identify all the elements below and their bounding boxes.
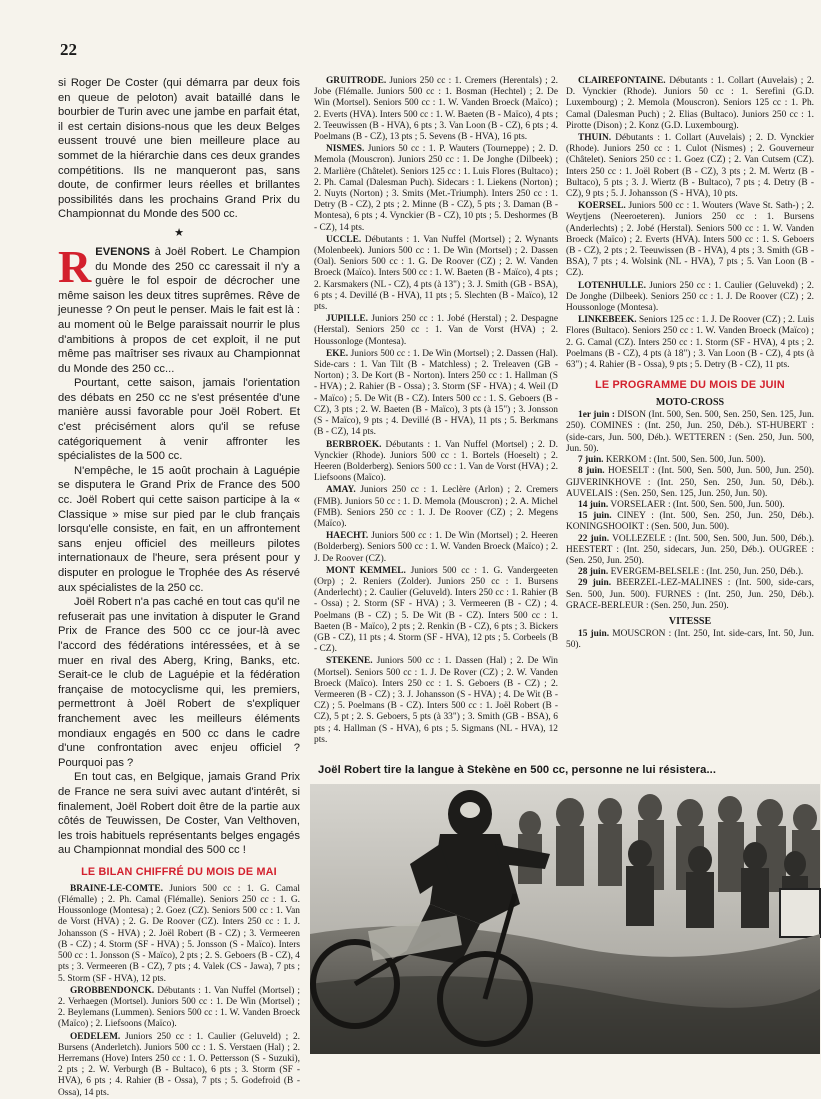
result-text: Débutants : 1. Van Nuffel (Mortsel) ; 2. Wynants (Molenbeek). Juniors 500 cc : 1. De Win (Mortsel) ; 2. Dassen (Oal). Seniors 500 cc : 1. G. De Roover (CZ) ; 2. W. Vanden Broeck (Maïco). Inters 500 cc : 1. W. Baeten (B - Maïco), 4 pts ; 2. Karsmakers (NL - CZ), 4 pts (à 13") ; 3. J. Smith (GB - BSA), 6 pts ; 4. Devillé (B - HVA), 11 pts ; 5. Slechten (B - Maïco), 12 pts. <box>314 234 558 313</box>
event-date: 28 juin. <box>578 567 609 578</box>
venue-name: KOERSEL. <box>578 201 626 212</box>
result-text: Débutants : 1. Van Nuffel (Mortsel) ; 2. D. Vynckier (Rhode). Juniors 500 cc : 1. Bortels (Hoeselt) ; 2. Heeren (Bolderberg). Seniors 500 cc : 1. Van de Vorst (HVA) ; 2. Liefsoons (Maïco). <box>314 439 558 484</box>
result-entry <box>58 1032 300 1099</box>
venue-name: OEDELEM. <box>70 1031 121 1042</box>
venue-name: BERBROEK. <box>326 439 382 450</box>
venue-name: JUPILLE. <box>326 314 368 325</box>
result-entry <box>314 531 558 565</box>
event-details: BEERZEL-LEZ-MALINES : (Int. 500, side-cars, Sen. 500, Jun. 500). FURNES : (Int. 250, Jun. 250, Déb.). GRACE-BERLEUR : (Sen. 250, Jun. 250). <box>566 578 815 611</box>
programme-list <box>566 410 814 612</box>
result-entry <box>58 986 300 1031</box>
result-entry <box>314 656 558 746</box>
event-details: MOUSCRON : (Int. 250, Int. side-cars, Int. 50, Jun. 50). <box>566 628 814 651</box>
programme-entry <box>566 511 814 533</box>
result-text: Juniors 500 cc : 1. De Win (Mortsel) ; 2. Heeren (Bolderberg). Seniors 500 cc : 1. W. Vanden Broeck (Maïco) ; 2. J. De Roover (CZ). <box>314 531 558 564</box>
article-paragraph: Pourtant, cette saison, jamais l'orientation des débats en 250 cc ne s'est présentée d'une manière aussi favorable pour Joël Robert. Et c'est précisément alors qu'il se refuse catégoriquement à venir affronter les spécialistes de la 500 cc. <box>58 377 300 463</box>
venue-name: HAECHT. <box>326 531 369 542</box>
programme-entry <box>566 466 814 500</box>
star-separator-icon: ★ <box>174 226 184 239</box>
result-entry <box>314 144 558 234</box>
venue-name: EKE. <box>326 348 349 359</box>
programme-entry <box>566 455 814 466</box>
article-paragraph: Joël Robert n'a pas caché en tout cas qu'il ne refuserait pas une invitation à disputer le Grand Prix de France des 500 cc ce jour-là avec l'accord des fédérations intéressées, et à se muer en rival des Aberg, Kring, Banks, etc. Serait-ce le club de Laguépie et la fédération française de motocyclisme qui, les premiers, permettront à Joël Robert de s'expliquer franchement avec les meilleurs éléments mondiaux engagés en 500 cc dans le cadre d'une confrontation avec enjeu officiel ? Pourquoi pas ? <box>58 596 300 769</box>
result-entry <box>566 133 814 200</box>
event-date: 15 juin. <box>578 511 612 522</box>
event-date: 8 juin. <box>578 466 605 477</box>
venue-name: LOTENHULLE. <box>578 280 646 291</box>
result-entry <box>566 201 814 279</box>
result-entry <box>314 440 558 485</box>
result-text: Débutants : 1. Collart (Auvelais) ; 2. D. Vynckier (Rhode). Juniors 50 cc : 1. Serefini (G.D. Luxembourg) ; 2. Memola (Mouscron). Seniors 125 cc : 1. Ph. Camal (Dalesman Puch) ; 2. Elias (Bultaco). Juniors 250 cc : 1. Pirotte (Dison) ; 2. Konz (G.D. Luxembourg). <box>566 76 814 131</box>
result-text: Juniors 250 cc : 1. Jobé (Herstal) ; 2. Despagne (Herstal). Seniors 250 cc : 1. Van de Vorst (HVA) ; 2. Houssonloge (Montesa). <box>314 314 558 347</box>
result-text: Débutants : 1. Van Nuffel (Mortsel) ; 2. Verhaegen (Mortsel). Juniors 500 cc : 1. De Win (Mortsel) ; 2. Beylemans (Lummen). Seniors 500 cc : 1. W. Vanden Broeck (Maïco) ; 2. Liefsoons (Maïco). <box>58 985 300 1030</box>
event-date: 14 juin. <box>578 499 609 510</box>
venue-name: LINKEBEEK. <box>578 315 637 326</box>
event-details: VORSELAER : (Int. 500, Sen. 500, Jun. 500). <box>608 499 785 510</box>
result-text: Juniors 250 cc : 1. Leclère (Arlon) ; 2. Cremers (FMB). Juniors 50 cc : 1. D. Memola (Mouscron) ; 2. A. Michel (FMB). Seniors 250 cc : 1. J. De Roover (CZ) ; 2. Megens (Maïco). <box>314 485 558 529</box>
venue-name: MONT KEMMEL. <box>326 565 406 576</box>
page-number: 22 <box>60 40 77 59</box>
result-text: Juniors 250 cc : 1. Caulier (Geluveld) ; 2. Bursens (Anderletch). Juniors 500 cc : 1. S. Verstaen (Hal) ; 2. Herremans (Hove) Inters 250 cc : 1. O. Pettersson (S - Suzuki), 2 pts ; 2. W. Verburgh (B - Bultaco), 6 pts ; 3. Storm (SF - HVA), 6 pts ; 4. Rahier (B - Ossa), 7 pts ; 5. Godefroid (B - Ossa), 14 pts. <box>58 1031 300 1098</box>
event-date: 7 juin. <box>578 455 604 466</box>
result-entry <box>314 349 558 439</box>
result-entry <box>566 281 814 315</box>
venue-name: THUIN. <box>578 133 612 144</box>
result-text: Juniors 500 cc : 1. G. Camal (Flémalle) ; 2. Ph. Camal (Flémalle). Seniors 250 cc : 1. G. Houssonloge (Montesa) ; 2. Goez (CZ). Seniors 500 cc : 1. Van de Vorst (HVA) ; 2. G. De Roover (CZ). Inters 250 cc : 1. J. Johansson (S - HVA) ; 2. Joël Robert (B - CZ) ; 3. Vermeeren (B - CZ) ; 4. Storm (SF - HVA) ; 5. Jonsson (S - Maïco). Inters 500 cc : 1. Jonsson (S - Maïco), 2 pts ; 2. S. Geboers (B - CZ), 4 pts ; 3. Vermeeren (B - CZ), 7 pts ; 4. Valek (CS - Jawa), 7 pts ; 5. Storm (SF - HVA), 12 pts. <box>58 883 300 984</box>
event-details: VOLLEZELE : (Int. 500, Sen. 500, Jun. 500, Déb.). HEESTERT : (Int. 250, sidecars, Jun. 250, Déb.). OUGREE : (Sen. 250, Jun. 250). <box>566 533 814 566</box>
moto-cross-heading: MOTO-CROSS <box>655 397 725 409</box>
venue-name: UCCLE. <box>326 234 362 245</box>
result-entry <box>566 315 814 371</box>
results-list <box>566 76 814 371</box>
event-date: 15 juin. <box>578 628 610 639</box>
race-photo <box>310 784 820 1054</box>
result-entry <box>566 76 814 132</box>
result-entry <box>58 884 300 985</box>
result-text: Juniors 500 cc : 1. G. Vandergeeten (Orp) ; 2. Reniers (Zolder). Juniors 250 cc : 1. Bursens (Anderlecht) ; 2. Caulier (Geluveld). Inters 250 cc : 1. Rahier (B - Ossa) ; 2. Storm (SF - HVA) ; 3. Vermeeren (B - CZ) ; 4. Poelmans (B - CZ) ; 5. De Wit (B - CZ). Inters 500 cc : 1. Baeten (B - Maïco), 2 pts ; 2. Renkin (B - CZ), 6 pts ; 3. Bickers (GB - CZ), 11 pts ; 4. Storm (SF - HVA), 12 pts ; 5. Corbeels (B - CZ). <box>314 565 558 655</box>
result-entry <box>314 76 558 143</box>
photo-caption: Joël Robert tire la langue à Stekène en 500 cc, personne ne lui résistera... <box>318 764 717 776</box>
venue-name: BRAINE-LE-COMTE. <box>70 883 163 894</box>
result-text: Débutants : 1. Collart (Auvelais) ; 2. D. Vynckier (Rhode). Juniors 250 cc : 1. Culot (Nismes) ; 2. Gouverneur (Châtelet). Seniors 250 cc : 1. Goez (CZ) ; 2. Van Cutsem (CZ). Inters 250 cc : 1. Joël Robert (B - CZ), 3 pts ; 2. M. Wertz (B - Bultaco), 5 pts ; 3. J. Wiertz (B - Bultaco), 7 pts ; 4. Detry (B - CZ), 9 pts ; 5. J. Johansson (S - HVA), 10 pts. <box>566 133 814 200</box>
result-text: Seniors 125 cc : 1. J. De Roover (CZ) ; 2. Luis Flores (Bultaco). Seniors 250 cc : 1. W. Vanden Broeck (Maïco) ; 2. G. Camal (CZ). Inters 250 cc : 1. Storm (SF - HVA), 4 pts ; 2. Poelmans (B - CZ), 4 pts (à 18") ; 3. Van Loon (B - CZ), 4 pts (à 63") ; 4. Rahier (B - Ossa), 9 pts ; 5. Detry (B - CZ), 11 pts. <box>566 315 814 371</box>
result-text: Juniors 250 cc : 1. Cremers (Herentals) ; 2. Jobe (Flémalle. Juniors 500 cc : 1. Bosman (Hechtel) ; 2. De Win (Mortsel). Seniors 500 cc : 1. W. Vanden Broeck (Maïco) ; 2. Everts (HVA). Inters 500 cc : 1. W. Baeten (B - Maïco), 4 pts ; 2. Teeuwissen (B - HVA), 6 pts ; 3. Van Loon (B - CZ), 6 pts ; 4. Poelmans (B - CZ), 13 pts ; 5. Sevens (B - HVA), 16 pts. <box>314 76 558 143</box>
event-date: 1er juin : <box>578 410 615 421</box>
result-text: Juniors 500 cc : 1. De Win (Mortsel) ; 2. Dassen (Hal). Side-cars : 1. Van Tilt (B - Matchless) ; 2. Treleaven (GB - Norton) ; 3. De Kort (B - Norton). Inters 250 cc : 1. Hallman (S - HVA) ; 2. Rahier (B - Ossa) ; 3. Storm (SF - HVA) ; 4. Weil (D - Maïco) ; 5. De Wit (B - CZ). Inters 500 cc : 1. S. Geboers (B - CZ), 3 pts ; 2. W. Baeten (B - Maïco), 3 pts (à 15") ; 3. Jonsson (S - Maïco), 9 pts ; 4. Devillé (B - HVA), 11 pts ; 5. Berkmans (B - CZ), 14 pts. <box>314 348 558 438</box>
event-date: 29 juin. <box>578 578 612 589</box>
article-paragraph: En tout cas, en Belgique, jamais Grand Prix de France ne sera suivi avec autant d'intérêt, si finalement, Joël Robert doit être de la partie aux côtés de Teuwissen, De Coster, Van Velthoven, les trois habituels représentants belges engagés au Championnat mondial des 500 cc ! <box>58 771 300 857</box>
event-details: CINEY : (Int. 500, Sen. 250, Jun. 250, Déb.). KONINGSHOOIKT : (Sen. 500, Jun. 500). <box>566 511 815 533</box>
results-column <box>314 76 558 762</box>
results-and-programme-column <box>566 76 814 762</box>
result-entry <box>314 566 558 656</box>
venue-name: GROBBENDONCK. <box>70 985 155 996</box>
result-entry <box>314 314 558 348</box>
venue-name: AMAY. <box>326 485 356 496</box>
event-date: 22 juin. <box>578 533 610 544</box>
article-paragraph <box>58 240 300 376</box>
result-text: Juniors 50 cc : 1. P. Wauters (Tourneppe) ; 2. D. Memola (Mouscron). Juniors 250 cc : 1. De Jonghe (Dilbeek) ; 2. Marlière (Châtelet). Seniors 125 cc : 1. Luis Flores (Bultaco) ; 2. Ph. Camal (Dalesman Puch). Sidecars : 1. Liekens (Norton) ; 2. Nuyts (Norton) ; 3. Smits (Met.-Triumph). Inters 250 cc : 1. Detry (B - CZ), 2 pts ; 2. Minne (B - CZ), 5 pts ; 3. Daman (B - Montesa), 6 pts ; 4. Vynckier (B - CZ), 10 pts ; 5. Deshormes (B - CZ), 14 pts. <box>314 144 558 233</box>
programme-entry <box>566 410 814 455</box>
venue-name: GRUITRODE. <box>326 76 387 86</box>
drop-cap: R <box>58 240 92 292</box>
venue-name: CLAIREFONTAINE. <box>578 76 666 86</box>
result-text: Juniors 250 cc : 1. Caulier (Geluvekd) ; 2. De Jonghe (Dilbeek). Seniors 250 cc : 1. J. De Roover (CZ) ; 2. Houssonloge (Montesa). <box>566 280 814 314</box>
article-intro: si Roger De Coster (qui démarra par deux fois en queue de peloton) avait bataillé dans le bourbier de Turin avec une jambe en parfait état, il est certain disions-nous que les deux Belges eussent trouvé une bien meilleure place au sommet de la hiérarchie dans ces deux grandes compétitions. Ils ne manqueront pas, sans doute, de confirmer leurs réelles et brillantes possibilités dans les prochains Grand Prix du Championnat du Monde des 500 cc. <box>58 77 300 221</box>
result-entry <box>314 235 558 313</box>
lead-word: EVENONS <box>95 245 150 258</box>
results-list <box>58 884 300 1099</box>
vitesse-heading: VITESSE <box>668 615 712 627</box>
event-details: EVERGEM-BELSELE : (Int. 250, Jun. 250, Déb.). <box>608 567 804 578</box>
article-column <box>58 76 300 1098</box>
programme-heading: LE PROGRAMME DU MOIS DE JUIN <box>595 379 785 392</box>
programme-entry <box>566 578 814 612</box>
result-text: Juniors 500 cc : 1. Dassen (Hal) ; 2. De Win (Mortsel). Seniors 500 cc : 1. J. De Rover (CZ) ; 2. W. Vanden Broeck (Maïco). Inters 250 cc : 1. S. Geboers (B - CZ) ; 2. Vermeeren (B - CZ) ; 3. J. Johansson (S - HVA) ; 4. De Wit (B - CZ) ; 5. Poelmans (B - CZ). Inters 500 cc : 1. Joël Robert (B - CZ), 5 pt ; 2. S. Geboers, 5 pts (à 33") ; 3. Smith (GB - BSA), 6 pts ; 4. Hallman (S - HVA), 6 pts ; 5. Sigmans (NL - HVA), 12 pts. <box>314 656 558 745</box>
result-entry <box>314 485 558 530</box>
programme-entry <box>566 534 814 568</box>
programme-entry <box>566 567 814 578</box>
venue-name: NISMES. <box>326 144 365 155</box>
event-details: HOESELT : (Int. 500, Sen. 500, Jun. 500, Jun. 250). GIJVERINKHOVE : (Int. 250, Sen. 250, Jun. 50, Déb.). AUVELAIS : (Sen. 250, Sen. 125, Jun. 250, Jun. 50). <box>566 466 814 499</box>
article-paragraph: N'empêche, le 15 août prochain à Laguépie se disputera le Grand Prix de France des 500 cc. Joël Robert qui cette saison participe à la « Classique » mise sur pied par le club français lorsqu'elle consiste, en fait, en un affrontement sans enjeu officiel des meilleurs pilotes internationaux de l'heure, sera présent pour y disputer en prologue le Trophée des As réservé aux spécialistes de la 250 cc. <box>58 464 300 594</box>
event-details: DISON (Int. 500, Sen. 500, Sen. 250, Sen. 125, Jun. 250). COMINES : (Int. 250, Jun. 250, Déb.). ST-HUBERT : (side-cars, Jun. 500, Déb.). WETTEREN : (Sen. 250, Jun. 500, Jun. 50). <box>566 410 814 454</box>
venue-name: STEKENE. <box>326 656 373 667</box>
result-text: Juniors 500 cc : 1. Wouters (Wave St. Sath-) ; 2. Weytjens (Neeroeteren). Juniors 250 cc : 1. Bursens (Anderlechts) ; 2. Jobé (Herstal). Seniors 500 cc : 1. W. Vanden Broeck (Maïco) ; 2. Everts (HVA). Inters 500 cc : 1. S. Geboers (B - CZ), 2 pts ; 2. Teeuwissen (B - HVA), 4 pts ; 3. Smith (GB - BSA), 7 pts ; 4. Wolsink (NL - HVA), 7 pts ; 5. Van Loon (B - CZ). <box>566 201 814 279</box>
programme-entry <box>566 629 814 651</box>
programme-entry <box>566 500 814 511</box>
motocross-photo-image <box>310 784 820 1054</box>
paragraph-text: à Joël Robert. Le Champion du Monde des 250 cc caressait il n'y a guère le fol espoir de décrocher une même saison les deux titres suprêmes. Rêve de jeunesse ? On peut le penser. Mais le fait est là : au moment où le Belge paraissait nourrir le plus d'ambitions à propos de cet exploit, il ne put même pas maîtriser ses rivaux au Championnat du Monde des 250 cc... <box>58 245 300 375</box>
event-details: KERKOM : (Int. 500, Sen. 500, Jun. 500). <box>603 455 766 466</box>
programme-list <box>566 629 814 651</box>
bilan-heading: LE BILAN CHIFFRÉ DU MOIS DE MAI <box>81 865 277 878</box>
